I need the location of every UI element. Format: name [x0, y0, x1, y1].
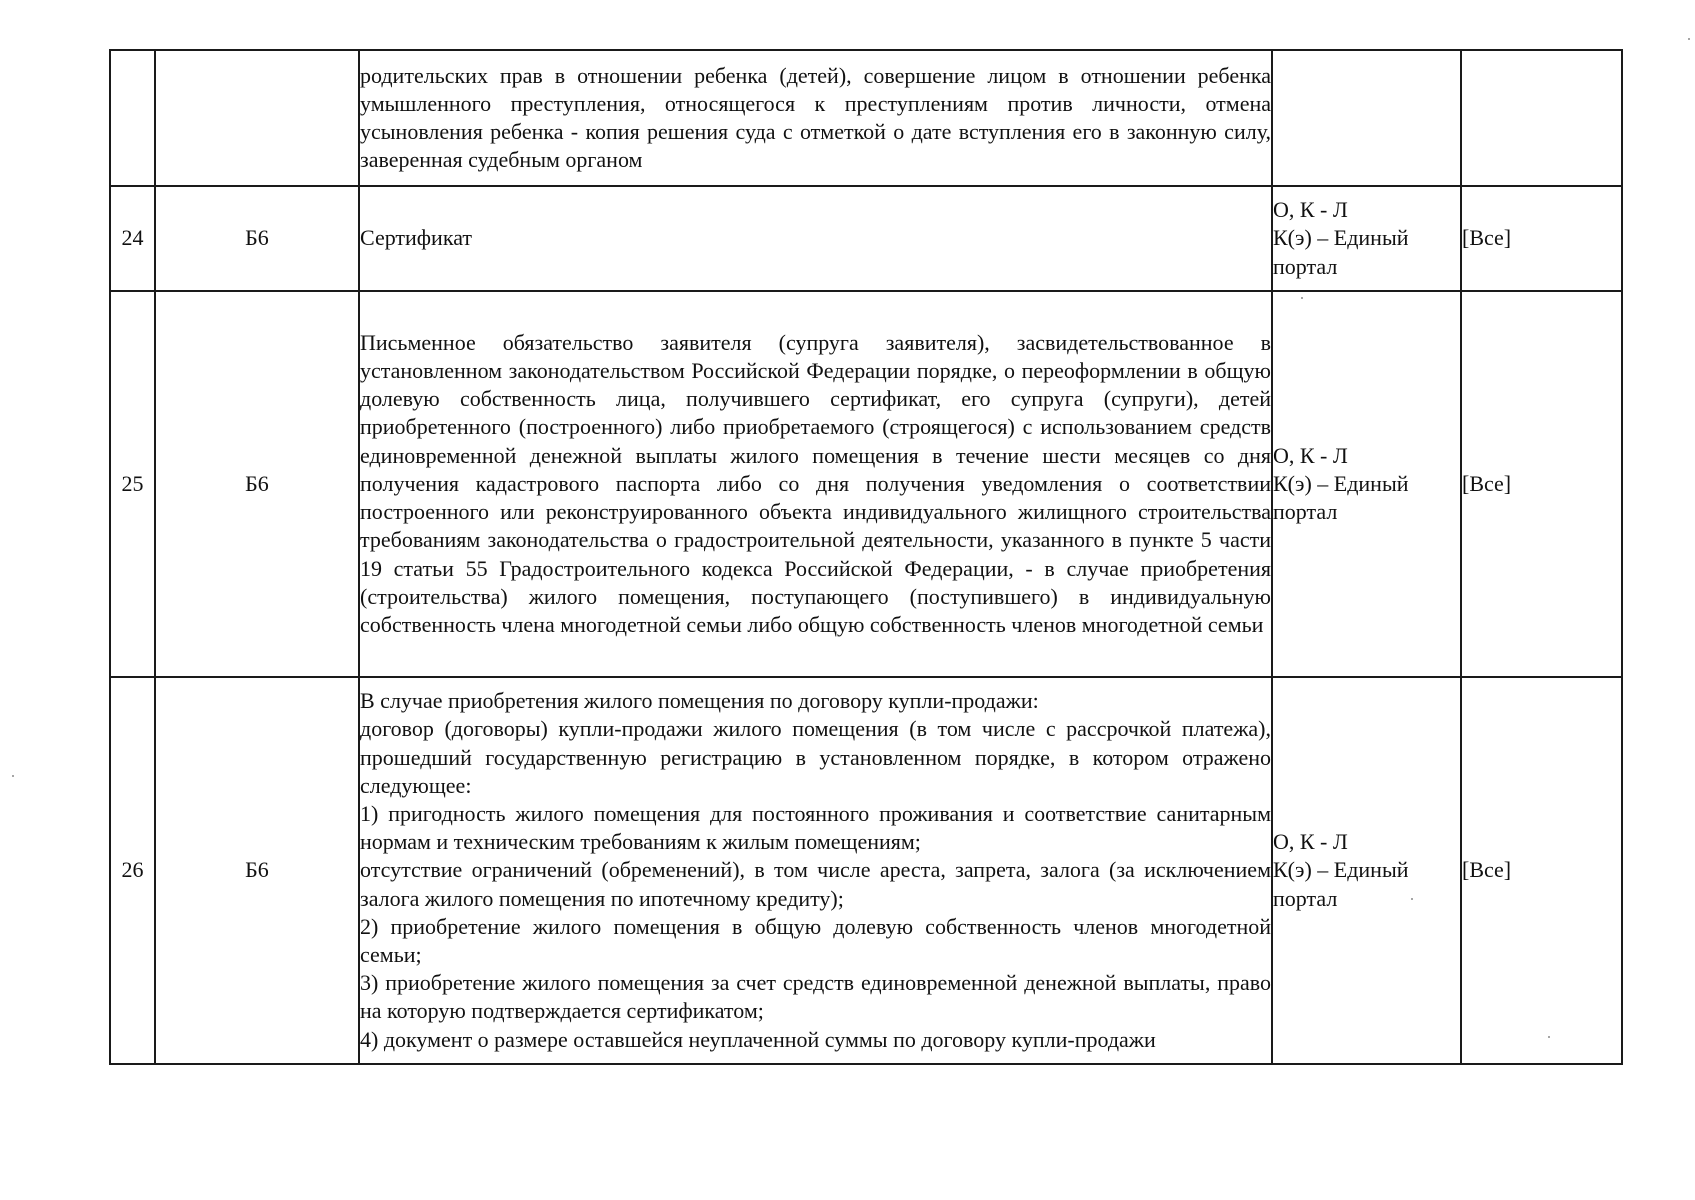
scan-speck: [1548, 1036, 1550, 1038]
row-code-cell: Б6: [155, 291, 359, 677]
scan-speck: [1301, 297, 1303, 299]
form-line: О, К - Л: [1273, 442, 1348, 468]
table-row: [110, 677, 1622, 1064]
row-form-cell: [1272, 186, 1461, 291]
row-number-cell: 26: [110, 677, 155, 1064]
description-text: Письменное обязательство заявителя (супруга заявителя), засвидетельствованное в установленном законодательством Российской Федерации порядке, о переоформлении в общую долевую собственность лица, получившего сертификат, его супруга (супруги), детей приобретенного (построенного) либо приобретаемого (строящегося) с использованием средств единовременной денежной выплаты жилого помещения в течение шести месяцев со дня получения кадастрового паспорта либо со дня получения уведомления о соответствии построенного или реконструированного объекта индивидуального жилищного строительства требованиям законодательства о градостроительной деятельности, указанного в пункте 5 части 19 статьи 55 Градостроительного кодекса Российской Федерации, - в случае приобретения (строительства) жилого помещения, поступающего (поступившего) в индивидуальную собственность члена многодетной семьи либо общую собственность членов многодетной семьи: [360, 329, 1271, 637]
row-form-cell: [1272, 50, 1461, 186]
description-text: Сертификат: [360, 225, 472, 251]
description-text: родительских прав в отношении ребенка (детей), совершение лицом в отношении ребенка умышленного преступления, относящегося к преступлениям против личности, отмена усыновления ребенка - копия решения суда с отметкой о дате вступления его в законную силу, заверенная судебным органом: [360, 62, 1271, 173]
description-paragraph: 3) приобретение жилого помещения за счет средств единовременной денежной выплаты, право на которую подтверждается сертификатом;: [360, 970, 1271, 1024]
form-line: К(э) – Единый: [1273, 857, 1409, 883]
table-row: [110, 50, 1622, 186]
row-code-cell: [155, 50, 359, 186]
form-line: портал: [1273, 885, 1338, 911]
description-paragraph: 4) документ о размере оставшейся неуплаченной суммы по договору купли-продажи: [360, 1026, 1156, 1052]
row-applicability-cell: [1461, 50, 1622, 186]
description-paragraph: договор (договоры) купли-продажи жилого помещения (в том числе с рассрочкой платежа), прошедший государственную регистрацию в установленном порядке, в котором отражено следующее:: [360, 716, 1271, 798]
description-paragraph: 2) приобретение жилого помещения в общую долевую собственность членов многодетной семьи;: [360, 913, 1271, 967]
row-code-cell: Б6: [155, 677, 359, 1064]
row-number-cell: [110, 50, 155, 186]
description-paragraph: 1) пригодность жилого помещения для постоянного проживания и соответствие санитарным нормам и техническим требованиям к жилым помещениям;: [360, 800, 1271, 855]
scan-speck: [12, 775, 14, 777]
description-paragraph: В случае приобретения жилого помещения по договору купли-продажи:: [360, 688, 1039, 714]
form-line: К(э) – Единый: [1273, 470, 1409, 496]
row-applicability-cell: [Все]: [1461, 291, 1622, 677]
form-line: портал: [1273, 253, 1338, 279]
row-description-cell: [359, 677, 1272, 1064]
row-description-cell: [359, 186, 1272, 291]
row-form-cell: [1272, 291, 1461, 677]
scan-speck: [1411, 898, 1413, 900]
form-line: О, К - Л: [1273, 197, 1348, 223]
row-number-cell: 25: [110, 291, 155, 677]
row-number-cell: 24: [110, 186, 155, 291]
form-line: портал: [1273, 499, 1338, 525]
row-description-cell: [359, 291, 1272, 677]
row-applicability-cell: [Все]: [1461, 186, 1622, 291]
scan-speck: [1688, 38, 1690, 40]
row-applicability-cell: [Все]: [1461, 677, 1622, 1064]
row-code-cell: Б6: [155, 186, 359, 291]
description-paragraph: отсутствие ограничений (обременений), в том числе ареста, запрета, залога (за исключением залога жилого помещения по ипотечному кредиту);: [360, 857, 1271, 911]
row-description-cell: [359, 50, 1272, 186]
form-line: К(э) – Единый: [1273, 225, 1409, 251]
row-form-cell: [1272, 677, 1461, 1064]
form-line: О, К - Л: [1273, 829, 1348, 855]
table-row: [110, 291, 1622, 677]
documents-table: [109, 49, 1623, 1065]
table-row: [110, 186, 1622, 291]
